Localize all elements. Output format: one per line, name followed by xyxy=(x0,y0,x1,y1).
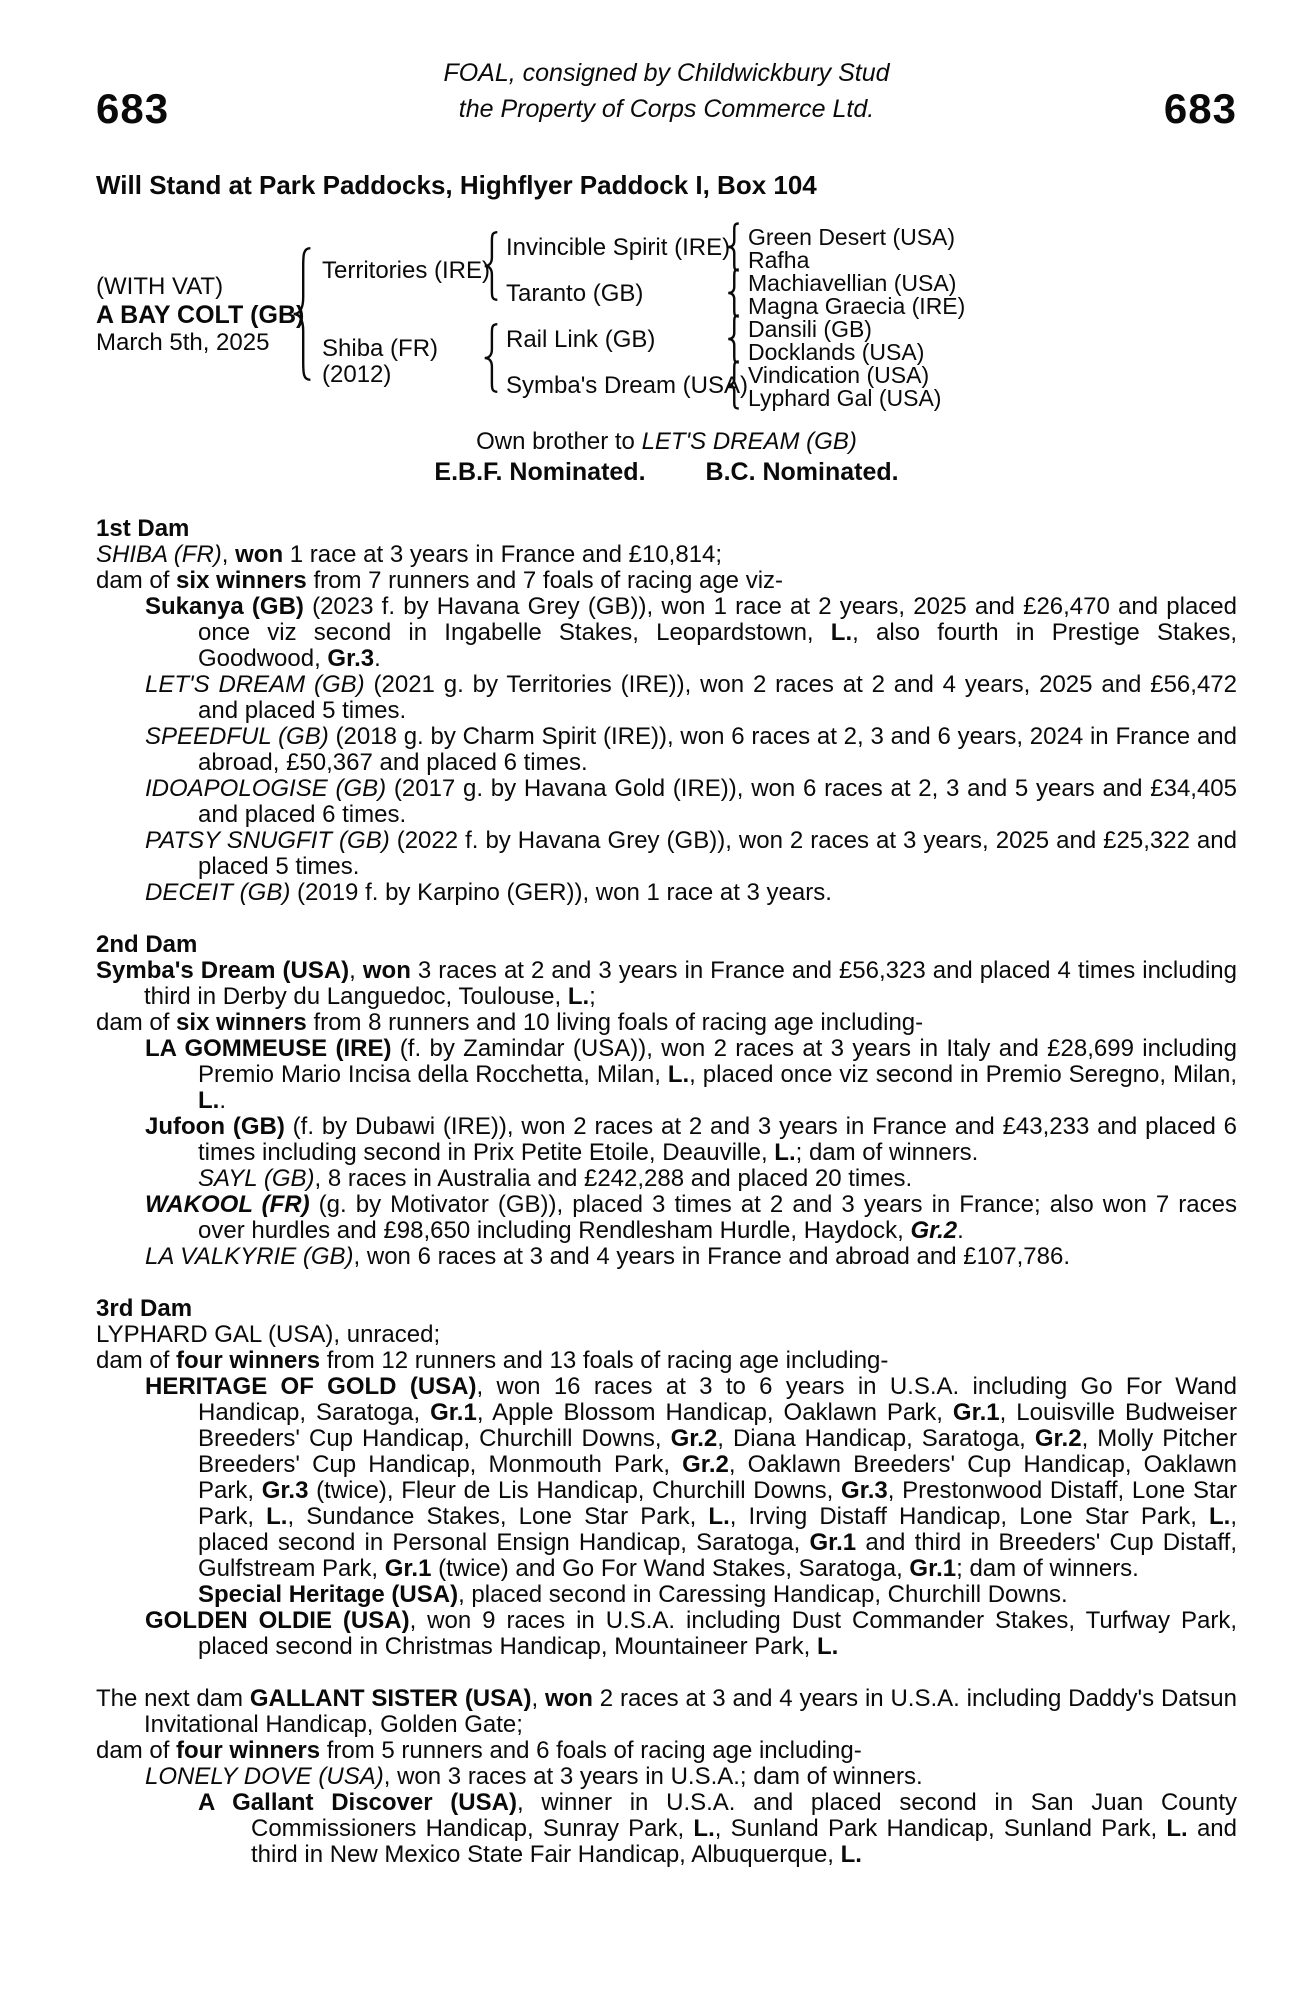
catalogue-paragraph xyxy=(96,1790,1237,1868)
text-segment: SHIBA (FR) xyxy=(96,541,222,568)
brace-icon xyxy=(482,230,500,302)
text-segment: (2017 g. by Havana Gold (IRE)), won 6 races at 2, 3 and 5 years and £34,405 and placed 6 times. xyxy=(198,775,1238,828)
text-segment: from 7 runners and 7 foals of racing age viz- xyxy=(306,567,784,594)
with-vat-label: (WITH VAT) xyxy=(96,273,224,300)
catalogue-paragraph xyxy=(96,568,1237,594)
catalogue-paragraph xyxy=(96,542,1237,568)
text-segment: Gr.2 xyxy=(670,1425,718,1452)
text-segment: L. xyxy=(1166,1815,1188,1842)
text-segment: Gr.3 xyxy=(327,645,375,672)
text-segment: , won 3 races at 3 years in U.S.A.; dam of winners. xyxy=(383,1763,923,1790)
own-brother-note xyxy=(96,428,1237,455)
subject-name: A BAY COLT (GB) xyxy=(96,301,305,329)
consignment-line-1: FOAL, consigned by Childwickbury Stud xyxy=(443,59,890,87)
text-segment: PATSY SNUGFIT (GB) xyxy=(145,827,390,854)
catalogue-paragraph xyxy=(96,776,1237,828)
text-segment: , xyxy=(531,1685,545,1712)
text-segment: (twice) and Go For Wand Stakes, Saratoga, xyxy=(431,1555,910,1582)
dam-foaling-year: (2012) xyxy=(322,361,392,388)
text-segment: 2 races at 3 and 4 years in U.S.A. including Daddy's Datsun Invitational Handicap, Golden Gate; xyxy=(144,1685,1237,1738)
text-segment: , Molly Pitcher Breeders' Cup Handicap, Monmouth Park, xyxy=(198,1425,1237,1478)
bc-nominated-label: B.C. Nominated. xyxy=(705,458,899,486)
text-segment: 3 races at 2 and 3 years in France and £56,323 and placed 4 times including third in Derby du Languedoc, Toulouse, xyxy=(144,957,1237,1010)
own-brother-horse-name: LET'S DREAM (GB) xyxy=(641,428,857,455)
text-segment: , won 16 races at 3 to 6 years in U.S.A. including Go For Wand Handicap, Saratoga, xyxy=(198,1373,1238,1426)
great-grandparent-name: Vindication (USA) xyxy=(748,362,930,388)
text-segment: Symba's Dream (USA) xyxy=(96,957,350,984)
catalogue-paragraph xyxy=(96,1166,1237,1192)
text-segment: , Oaklawn Breeders' Cup Handicap, Oaklawn Park, xyxy=(198,1451,1237,1504)
catalogue-paragraph xyxy=(96,1686,1237,1738)
text-segment: , Louisville Budweiser Breeders' Cup Handicap, Churchill Downs, xyxy=(198,1399,1238,1452)
text-segment: Sukanya (GB) xyxy=(145,593,304,620)
grandsire-name: Invincible Spirit (IRE) xyxy=(506,234,731,261)
great-grandparent-name: Docklands (USA) xyxy=(748,339,925,365)
great-grandparent-name: Dansili (GB) xyxy=(748,316,872,342)
text-segment: and third in New Mexico State Fair Handicap, Albuquerque, xyxy=(251,1815,1237,1868)
section-heading: 2nd Dam xyxy=(96,931,198,958)
text-segment: L. xyxy=(693,1815,715,1842)
text-segment: DECEIT (GB) xyxy=(145,879,291,906)
great-grandparent-name: Rafha xyxy=(748,247,810,273)
text-segment: LET'S DREAM (GB) xyxy=(145,671,365,698)
dam-section xyxy=(96,1296,1237,1660)
catalogue-paragraph xyxy=(96,1738,1237,1764)
text-segment: . xyxy=(374,645,381,672)
text-segment: LA VALKYRIE (GB) xyxy=(145,1243,354,1270)
text-segment: , 8 races in Australia and £242,288 and placed 20 times. xyxy=(314,1165,913,1192)
text-segment: from 12 runners and 13 foals of racing age including- xyxy=(320,1347,889,1374)
lot-number-right: 683 xyxy=(1163,85,1237,132)
text-segment: L. xyxy=(198,1087,220,1114)
text-segment: GALLANT SISTER (USA) xyxy=(249,1685,532,1712)
text-segment: LONELY DOVE (USA) xyxy=(145,1763,384,1790)
text-segment: four winners xyxy=(176,1737,321,1764)
text-segment: 1 race at 3 years in France and £10,814; xyxy=(283,541,723,568)
catalogue-paragraph xyxy=(96,880,1237,906)
catalogue-paragraph xyxy=(96,1010,1237,1036)
dam-section xyxy=(96,516,1237,906)
text-segment: L. xyxy=(708,1503,730,1530)
text-segment: dam of xyxy=(96,1347,177,1374)
text-segment: Gr.2 xyxy=(910,1217,958,1244)
text-segment: HERITAGE OF GOLD (USA) xyxy=(145,1373,477,1400)
text-segment: (2023 f. by Havana Grey (GB)), won 1 race at 2 years, 2025 and £26,470 and placed once viz second in Ingabelle Stakes, Leopardstown, xyxy=(198,593,1237,646)
text-segment: won xyxy=(544,1685,593,1712)
pedigree-tree xyxy=(96,214,1237,426)
sire-name: Territories (IRE) xyxy=(322,257,491,284)
brace-icon xyxy=(290,244,314,384)
text-segment: , placed once viz second in Premio Seregno, Milan, xyxy=(689,1061,1238,1088)
text-segment: L. xyxy=(830,619,853,646)
text-segment: dam of xyxy=(96,567,177,594)
text-segment: , Sundance Stakes, Lone Star Park, xyxy=(287,1503,709,1530)
text-segment: dam of xyxy=(96,1009,177,1036)
text-segment: (2018 g. by Charm Spirit (IRE)), won 6 races at 2, 3 and 6 years, 2024 in France and abroad, £50,367 and placed 6 times. xyxy=(198,723,1237,776)
text-segment: ; dam of winners. xyxy=(795,1139,979,1166)
text-segment: L. xyxy=(667,1061,690,1088)
section-heading: 3rd Dam xyxy=(96,1295,193,1322)
brace-icon xyxy=(726,268,741,318)
own-brother-prefix: Own brother to xyxy=(476,428,642,455)
text-segment: , won 9 races in U.S.A. including Dust Commander Stakes, Turfway Park, placed second in Christmas Handicap, Mountaineer Park, xyxy=(198,1607,1237,1660)
text-segment: six winners xyxy=(176,1009,307,1036)
catalogue-paragraph xyxy=(96,1322,1237,1348)
text-segment: L. xyxy=(774,1139,796,1166)
header-row xyxy=(96,85,1237,138)
text-segment: , Apple Blossom Handicap, Oaklawn Park, xyxy=(476,1399,953,1426)
brace-icon xyxy=(726,314,741,364)
text-segment: Gr.3 xyxy=(841,1477,888,1504)
granddam-name: Taranto (GB) xyxy=(506,280,644,307)
catalogue-paragraph xyxy=(96,672,1237,724)
dam-section xyxy=(96,1686,1237,1868)
text-segment: , Sunland Park Handicap, Sunland Park, xyxy=(714,1815,1167,1842)
text-segment: Special Heritage (USA) xyxy=(198,1581,459,1608)
text-segment: (2022 f. by Havana Grey (GB)), won 2 races at 3 years, 2025 and £25,322 and placed 5 times. xyxy=(198,827,1237,880)
text-segment: , xyxy=(221,541,236,568)
text-segment: ; dam of winners. xyxy=(956,1555,1139,1582)
text-segment: SPEEDFUL (GB) xyxy=(145,723,329,750)
text-segment: L. xyxy=(1209,1503,1231,1530)
text-segment: Gr.2 xyxy=(682,1451,729,1478)
text-segment: , also fourth in Prestige Stakes, Goodwood, xyxy=(198,619,1237,672)
dam-name: Shiba (FR) xyxy=(322,335,439,362)
brace-icon xyxy=(482,322,500,394)
great-grandparent-name: Lyphard Gal (USA) xyxy=(748,385,942,411)
text-segment: won xyxy=(235,541,284,568)
text-segment: GOLDEN OLDIE (USA) xyxy=(145,1607,410,1634)
text-segment: (f. by Zamindar (USA)), won 2 races at 3 years in Italy and £28,699 including Premio Mario Incisa della Rocchetta, Milan, xyxy=(198,1035,1237,1088)
great-grandparent-name: Machiavellian (USA) xyxy=(748,270,957,296)
stand-location-line: Will Stand at Park Paddocks, Highflyer Paddock I, Box 104 xyxy=(96,170,817,200)
catalogue-paragraph xyxy=(96,1608,1237,1660)
text-segment: , won 6 races at 3 and 4 years in France and abroad and £107,786. xyxy=(353,1243,1071,1270)
text-segment: (2019 f. by Karpino (GER)), won 1 race at 3 years. xyxy=(290,879,832,906)
text-segment: SAYL (GB) xyxy=(198,1165,315,1192)
nomination-line xyxy=(96,458,1237,486)
catalogue-paragraph xyxy=(96,1374,1237,1582)
text-segment: from 8 runners and 10 living foals of racing age including- xyxy=(306,1009,924,1036)
text-segment: Gr.1 xyxy=(430,1399,477,1426)
text-segment: four winners xyxy=(176,1347,321,1374)
catalogue-paragraph xyxy=(96,1114,1237,1166)
text-segment: , Irving Distaff Handicap, Lone Star Park, xyxy=(729,1503,1209,1530)
pedigree-sections xyxy=(96,516,1237,1868)
text-segment: , Diana Handicap, Saratoga, xyxy=(717,1425,1035,1452)
text-segment: Jufoon (GB) xyxy=(145,1113,285,1140)
great-grandparent-name: Magna Graecia (IRE) xyxy=(748,293,966,319)
text-segment: LYPHARD GAL (USA), unraced; xyxy=(96,1321,441,1348)
text-segment: from 5 runners and 6 foals of racing age including- xyxy=(320,1737,862,1764)
text-segment: six winners xyxy=(176,567,307,594)
text-segment: . xyxy=(957,1217,964,1244)
granddam-name: Symba's Dream (USA) xyxy=(506,372,748,399)
text-segment: Gr.1 xyxy=(952,1399,1000,1426)
text-segment: The next dam xyxy=(96,1685,250,1712)
catalogue-paragraph xyxy=(96,1036,1237,1114)
text-segment: L. xyxy=(567,983,590,1010)
text-segment: Gr.1 xyxy=(809,1529,857,1556)
text-segment: A Gallant Discover (USA) xyxy=(198,1789,517,1816)
text-segment: (f. by Dubawi (IRE)), won 2 races at 2 and 3 years in France and £43,233 and placed 6 times including second in Prix Petite Etoile, Deauville, xyxy=(198,1113,1237,1166)
catalogue-paragraph xyxy=(96,958,1237,1010)
section-heading: 1st Dam xyxy=(96,515,190,542)
brace-icon xyxy=(726,222,741,272)
catalogue-paragraph xyxy=(96,594,1237,672)
catalogue-paragraph xyxy=(96,724,1237,776)
text-segment: , winner in U.S.A. and placed second in San Juan County Commissioners Handicap, Sunray Park, xyxy=(251,1789,1238,1842)
text-segment: Gr.1 xyxy=(909,1555,957,1582)
text-segment: Gr.3 xyxy=(261,1477,309,1504)
text-segment: ; xyxy=(589,983,596,1010)
text-segment: IDOAPOLOGISE (GB) xyxy=(145,775,387,802)
text-segment: WAKOOL (FR) xyxy=(145,1191,310,1218)
consignment-line-2: the Property of Corps Commerce Ltd. xyxy=(458,95,875,123)
text-segment: , Prestonwood Distaff, Lone Star Park, xyxy=(198,1477,1237,1530)
catalogue-paragraph xyxy=(96,1582,1237,1608)
catalogue-paragraph xyxy=(96,828,1237,880)
catalogue-paragraph xyxy=(96,1192,1237,1244)
ebf-nominated-label: E.B.F. Nominated. xyxy=(434,458,646,486)
catalogue-paragraph xyxy=(96,1764,1237,1790)
text-segment: , xyxy=(349,957,363,984)
text-segment: L. xyxy=(840,1841,862,1868)
foaling-date: March 5th, 2025 xyxy=(96,329,270,356)
text-segment: L. xyxy=(816,1633,839,1660)
great-grandparent-name: Green Desert (USA) xyxy=(748,224,956,250)
text-segment: and third in Breeders' Cup Distaff, Gulfstream Park, xyxy=(198,1529,1237,1582)
text-segment: (g. by Motivator (GB)), placed 3 times at 2 and 3 years in France; also won 7 races over hurdles and £98,650 including Rendlesham Hurdle, Haydock, xyxy=(198,1191,1237,1244)
catalogue-paragraph xyxy=(96,1244,1237,1270)
text-segment: dam of xyxy=(96,1737,177,1764)
text-segment: L. xyxy=(266,1503,288,1530)
text-segment: (2021 g. by Territories (IRE)), won 2 races at 2 and 4 years, 2025 and £56,472 and placed 5 times. xyxy=(198,671,1237,724)
text-segment: , placed second in Personal Ensign Handicap, Saratoga, xyxy=(198,1503,1237,1556)
lot-number-left: 683 xyxy=(96,85,170,132)
text-segment: , placed second in Caressing Handicap, Churchill Downs. xyxy=(458,1581,1068,1608)
text-segment: LA GOMMEUSE (IRE) xyxy=(145,1035,392,1062)
text-segment: Gr.1 xyxy=(384,1555,432,1582)
grandsire-name: Rail Link (GB) xyxy=(506,326,656,353)
brace-icon xyxy=(726,360,741,410)
text-segment: (twice), Fleur de Lis Handicap, Churchill Downs, xyxy=(308,1477,842,1504)
text-segment: won xyxy=(362,957,411,984)
text-segment: Gr.2 xyxy=(1034,1425,1082,1452)
text-segment: . xyxy=(219,1087,226,1114)
dam-section xyxy=(96,932,1237,1270)
catalogue-paragraph xyxy=(96,1348,1237,1374)
